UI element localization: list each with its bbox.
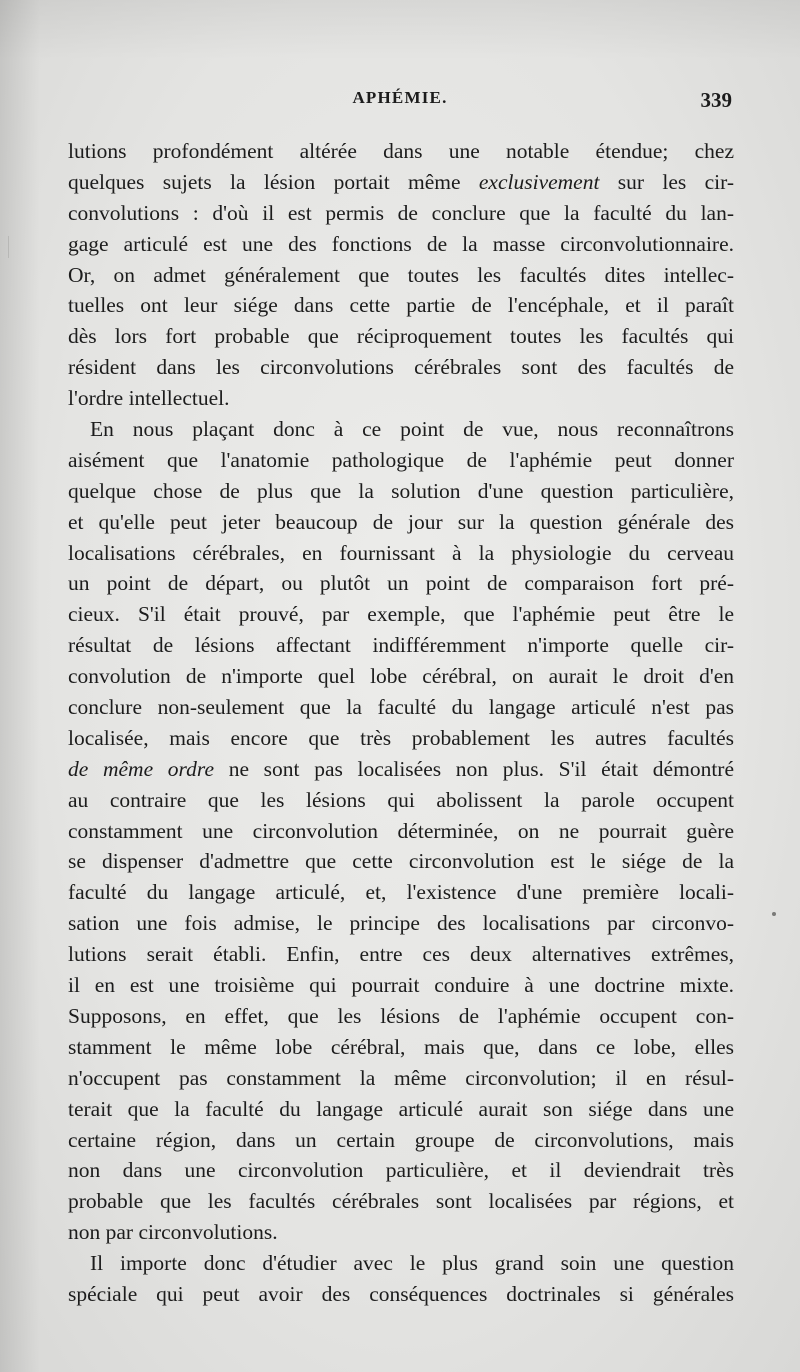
text-line (68, 229, 734, 260)
text-run: stamment le même lobe cérébral, mais que, dans ce lobe, elles (68, 1034, 734, 1059)
text-run: Or, on admet généralement que toutes les facultés dites intellec- (68, 262, 734, 287)
text-line (68, 1186, 734, 1217)
text-line (68, 352, 734, 383)
text-run: Supposons, en effet, que les lésions de l'aphémie occupent con- (68, 1003, 734, 1028)
text-run: au contraire que les lésions qui abolissent la parole occupent (68, 787, 734, 812)
text-run: et qu'elle peut jeter beaucoup de jour sur la question générale des (68, 509, 734, 534)
text-run: sation une fois admise, le principe des localisations par circonvo- (68, 911, 734, 936)
text-line (68, 1063, 734, 1094)
text-line (68, 414, 734, 445)
text-line (68, 785, 734, 816)
italic-text-run: de même ordre (68, 756, 214, 781)
text-run: spéciale qui peut avoir des conséquences doctrinales si générales (68, 1281, 734, 1306)
text-run: faculté du langage articulé, et, l'existence d'une première locali- (68, 880, 734, 905)
text-run: En nous plaçant donc à ce point de vue, nous reconnaîtrons (90, 417, 734, 442)
page-header (68, 88, 732, 118)
text-run: tuelles ont leur siége dans cette partie de l'encéphale, et il paraît (68, 293, 734, 318)
text-run: n'occupent pas constamment la même circonvolution; il en résul- (68, 1065, 734, 1090)
text-run: non dans une circonvolution particulière, et il deviendrait très (68, 1158, 734, 1183)
page-gutter-shadow (0, 0, 40, 1372)
text-run: résident dans les circonvolutions cérébrales sont des facultés de (68, 355, 734, 380)
text-line (68, 970, 734, 1001)
text-run: non par circonvolutions. (68, 1220, 278, 1245)
text-line (68, 723, 734, 754)
text-line (68, 1094, 734, 1125)
text-line (68, 661, 734, 692)
text-run: probable que les facultés cérébrales sont localisées par régions, et (68, 1189, 734, 1214)
text-line (68, 136, 734, 167)
text-run: convolution de n'importe quel lobe cérébral, on aurait le droit d'en (68, 664, 734, 689)
text-line (68, 568, 734, 599)
text-run: lutions serait établi. Enfin, entre ces deux alternatives extrêmes, (68, 942, 734, 967)
text-run: convolutions : d'où il est permis de conclure que la faculté du lan- (68, 200, 734, 225)
text-line (68, 939, 734, 970)
text-run: quelque chose de plus que la solution d'une question particulière, (68, 478, 734, 503)
text-run: localisations cérébrales, en fournissant à la physiologie du cerveau (68, 540, 734, 565)
text-run: dès lors fort probable que réciproquement toutes les facultés qui (68, 324, 734, 349)
running-head: APHÉMIE. (352, 88, 448, 107)
text-line (68, 908, 734, 939)
text-run: certaine région, dans un certain groupe de circonvolutions, mais (68, 1127, 734, 1152)
text-line (68, 754, 734, 785)
text-line (68, 507, 734, 538)
text-line (68, 167, 734, 198)
text-run: gage articulé est une des fonctions de la masse circonvolutionnaire. (68, 231, 734, 256)
text-line (68, 445, 734, 476)
text-line (68, 630, 734, 661)
text-run: quelques sujets la lésion portait même (68, 169, 479, 194)
text-line (68, 599, 734, 630)
text-run: localisée, mais encore que très probablement les autres facultés (68, 725, 734, 750)
page-top-shadow (0, 0, 800, 60)
text-run: ne sont pas localisées non plus. S'il était démontré (214, 756, 734, 781)
margin-dot (772, 912, 776, 916)
text-run: cieux. S'il était prouvé, par exemple, que l'aphémie peut être le (68, 602, 734, 627)
text-run: sur les cir- (599, 169, 734, 194)
text-run: résultat de lésions affectant indifféremment n'importe quelle cir- (68, 633, 734, 658)
text-line (68, 476, 734, 507)
text-line (68, 877, 734, 908)
text-line (68, 1125, 734, 1156)
text-run: terait que la faculté du langage articulé aurait son siége dans une (68, 1096, 734, 1121)
text-line (68, 1155, 734, 1186)
text-run: constamment une circonvolution déterminée, on ne pourrait guère (68, 818, 734, 843)
text-run: conclure non-seulement que la faculté du langage articulé n'est pas (68, 695, 734, 720)
text-line (68, 1217, 734, 1248)
text-line (68, 538, 734, 569)
text-line (68, 846, 734, 877)
italic-text-run: exclusivement (478, 169, 600, 194)
text-line (68, 290, 734, 321)
text-run: se dispenser d'admettre que cette circonvolution est le siége de la (68, 849, 734, 874)
text-line (68, 198, 734, 229)
text-run: il en est une troisième qui pourrait conduire à une doctrine mixte. (68, 973, 734, 998)
text-line (68, 1279, 734, 1310)
text-line (68, 1001, 734, 1032)
text-line (68, 260, 734, 291)
text-run: l'ordre intellectuel. (68, 386, 230, 411)
margin-mark (8, 236, 9, 258)
text-line (68, 321, 734, 352)
text-run: aisément que l'anatomie pathologique de l'aphémie peut donner (68, 447, 734, 472)
text-line (68, 383, 734, 414)
text-line (68, 1032, 734, 1063)
page-number: 339 (700, 88, 732, 112)
text-line (68, 816, 734, 847)
text-run: lutions profondément altérée dans une notable étendue; chez (68, 139, 734, 163)
text-run: un point de départ, ou plutôt un point de comparaison fort pré- (68, 571, 734, 596)
body-text (68, 136, 734, 1310)
text-run: Il importe donc d'étudier avec le plus grand soin une question (90, 1251, 734, 1276)
text-line (68, 1248, 734, 1279)
text-line (68, 692, 734, 723)
